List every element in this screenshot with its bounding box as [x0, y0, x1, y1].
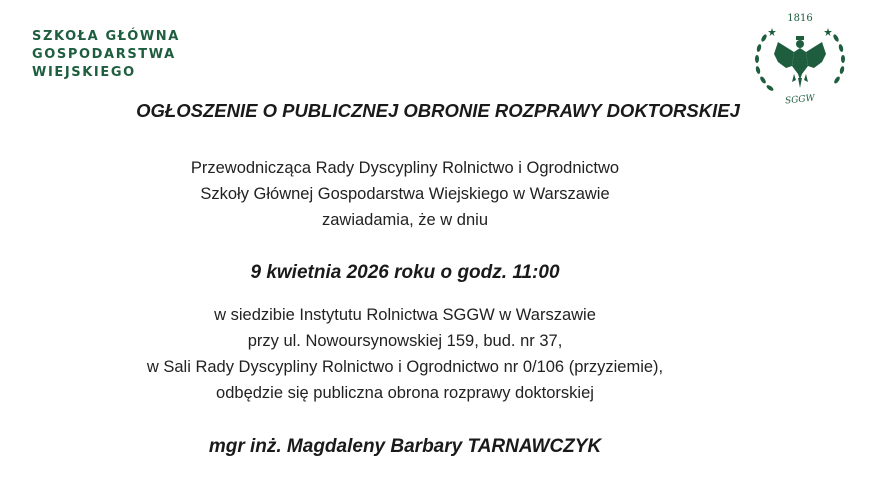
wordmark-line-1: SZKOŁA GŁÓWNA	[32, 29, 180, 44]
seal-initials: SGGW	[784, 93, 816, 107]
eagle-seal-icon	[748, 8, 852, 112]
wordmark-line-3: WIEJSKIEGO	[32, 65, 136, 80]
page-title: OGŁOSZENIE O PUBLICZNEJ OBRONIE ROZPRAWY DOKTORSKIEJ	[136, 100, 740, 121]
location-line: odbędzie się publiczna obrona rozprawy doktorskiej	[216, 384, 594, 402]
intro-line: Przewodnicząca Rady Dyscypliny Rolnictwo i Ogrodnictwo	[190, 159, 620, 177]
location-line: przy ul. Nowoursynowskiej 159, bud. nr 37,	[247, 332, 563, 350]
announcement-intro	[0, 155, 810, 233]
wordmark-line-2: GOSPODARSTWA	[32, 47, 176, 62]
location-line: w siedzibie Instytutu Rolnictwa SGGW w Warszawie	[214, 306, 596, 324]
location-line: w Sali Rady Dyscypliny Rolnictwo i Ogrodnictwo nr 0/106 (przyziemie),	[146, 358, 664, 376]
candidate-name: mgr inż. Magdaleny Barbary TARNAWCZYK	[208, 436, 602, 457]
intro-line: Szkoły Głównej Gospodarstwa Wiejskiego w Warszawie	[200, 185, 610, 203]
seal-year: 1816	[787, 13, 813, 24]
defense-location	[0, 302, 810, 406]
defense-date: 9 kwietnia 2026 roku o godz. 11:00	[250, 262, 560, 283]
university-wordmark	[32, 28, 180, 82]
intro-line: zawiadamia, że w dniu	[322, 211, 488, 229]
